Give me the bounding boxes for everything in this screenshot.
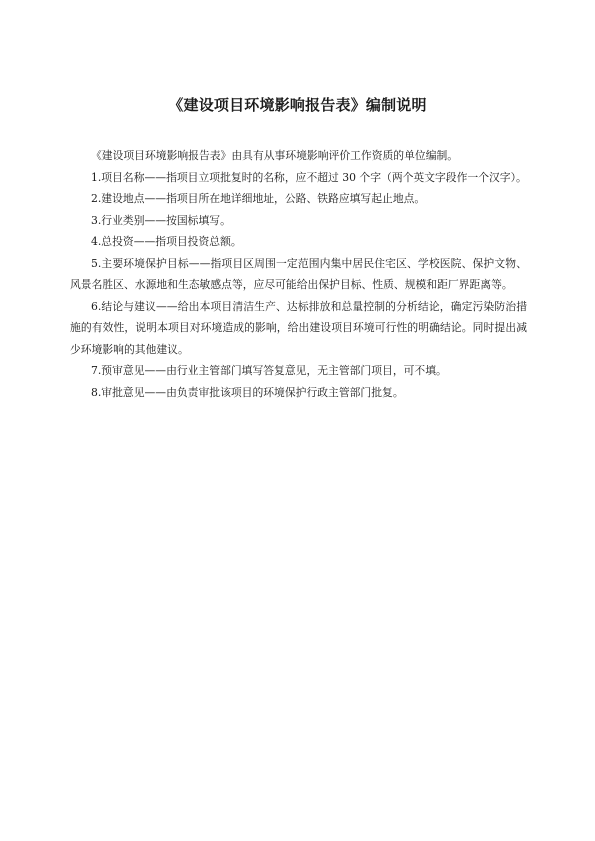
document-title: 《建设项目环境影响报告表》编制说明 xyxy=(168,96,427,114)
item-protection-targets: 5.主要环境保护目标——指项目区周围一定范围内集中居民住宅区、学校医院、保护文物、风景名胜区、水源地和生态敏感点等，应尽可能给出保护目标、性质、规模和距厂界距离等。 xyxy=(70,256,527,291)
document-body xyxy=(70,145,527,403)
item-project-name: 1.项目名称——指项目立项批复时的名称，应不超过 30 个字（两个英文字段作一个汉字）。 xyxy=(91,170,527,184)
item-total-investment: 4.总投资——指项目投资总额。 xyxy=(91,235,242,248)
item-conclusions: 6.结论与建议——给出本项目清洁生产、达标排放和总量控制的分析结论，确定污染防治措施的有效性，说明本项目对环境造成的影响，给出建设项目环境可行性的明确结论。同时提出减少环境影响的其他建议。 xyxy=(70,299,527,356)
item-preliminary-review: 7.预审意见——由行业主管部门填写答复意见，无主管部门项目，可不填。 xyxy=(91,364,447,377)
item-approval-opinion: 8.审批意见——由负责审批该项目的环境保护行政主管部门批复。 xyxy=(91,385,404,399)
intro-paragraph: 《建设项目环境影响报告表》由具有从事环境影响评价工作资质的单位编制。 xyxy=(91,149,459,162)
item-industry-category: 3.行业类别——按国标填写。 xyxy=(91,213,231,227)
item-construction-site: 2.建设地点——指项目所在地详细地址，公路、铁路应填写起止地点。 xyxy=(91,192,426,205)
